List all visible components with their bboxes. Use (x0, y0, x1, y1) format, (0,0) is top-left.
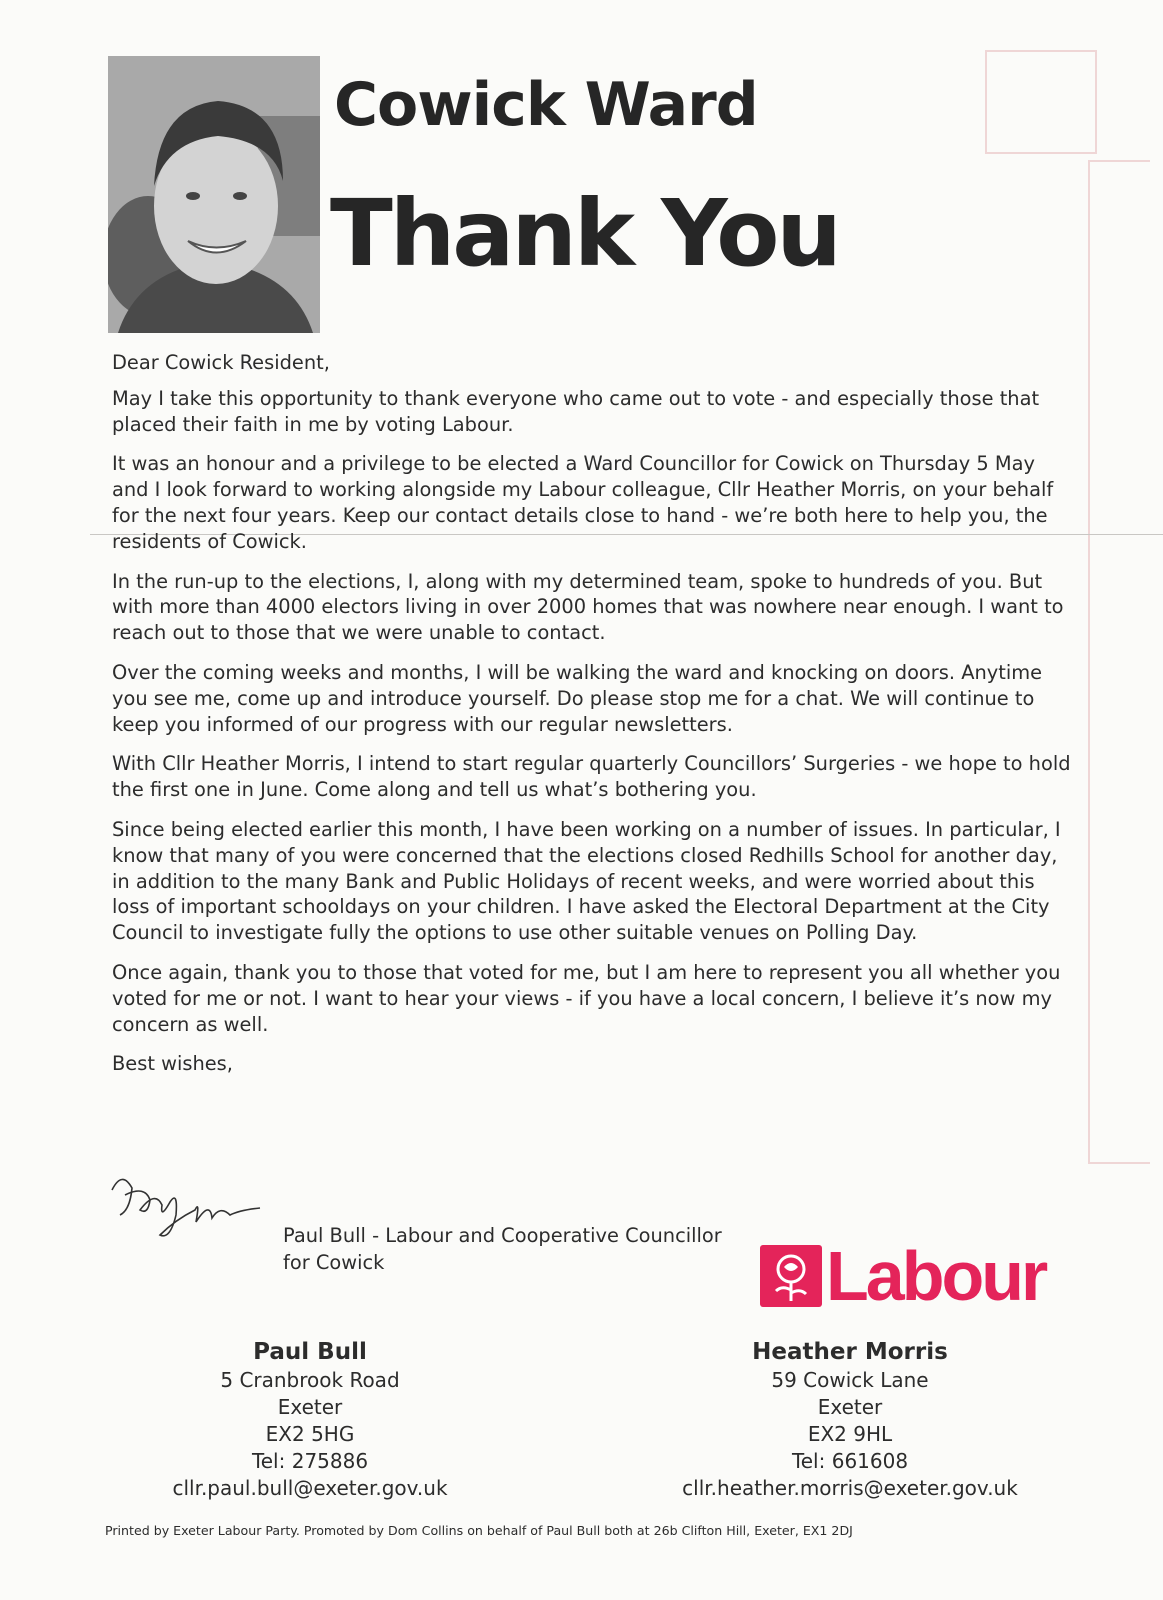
signatory-title: Paul Bull - Labour and Cooperative Councillor (283, 1224, 722, 1247)
contact-block-paul-bull (140, 1338, 480, 1502)
letter-paragraph: Since being elected earlier this month, I have been working on a number of issues. In particular, I know that many of you were concerned that the elections closed Redhills School for another day, in addition to the many Bank and Public Holidays of recent weeks, and were worried about this loss of important schooldays on your children. I have asked the Electoral Department at the City Council to investigate fully the options to use other suitable venues on Polling Day. (112, 817, 1061, 945)
rose-icon (760, 1245, 822, 1307)
ward-title: Cowick Ward (334, 70, 758, 140)
signatory-ward: for Cowick (283, 1251, 385, 1274)
contact-postcode: EX2 9HL (807, 1422, 893, 1446)
labour-wordmark: Labour (826, 1237, 1046, 1315)
letter-paragraph: In the run-up to the elections, I, along with my determined team, spoke to hundreds of you. But with more than 4000 electors living in over 2000 homes that was nowhere near enough. I want to reach out to those that we were unable to contact. (112, 569, 1064, 645)
contact-street: 59 Cowick Lane (771, 1368, 929, 1392)
contact-city: Exeter (277, 1395, 343, 1419)
letter-greeting: Dear Cowick Resident, (112, 351, 330, 374)
reverse-side-bleed (985, 50, 1097, 154)
signatory-caption (283, 1222, 753, 1276)
contact-tel: Tel: 275886 (251, 1449, 369, 1473)
headline: Thank You (330, 180, 839, 287)
letter-body (112, 350, 1072, 1091)
letter-paragraph: With Cllr Heather Morris, I intend to start regular quarterly Councillors’ Surgeries - we hope to hold the first one in June. Come along and tell us what’s bothering you. (112, 752, 1071, 802)
letter-closing: Best wishes, (112, 1052, 233, 1076)
letter-paragraph: May I take this opportunity to thank everyone who came out to vote - and especially those that placed their faith in me by voting Labour. (112, 386, 1040, 436)
letter-paragraph: It was an honour and a privilege to be elected a Ward Councillor for Cowick on Thursday 5 May and I look forward to working alongside my Labour colleague, Cllr Heather Morris, on your behalf for the next four years. Keep our contact details close to hand - we’re both here to help you, the residents of Cowick. (112, 452, 1054, 553)
reverse-side-bleed (1088, 160, 1150, 1164)
contact-postcode: EX2 5HG (265, 1422, 355, 1446)
contact-name: Heather Morris (752, 1339, 948, 1365)
councillor-photo (108, 56, 320, 333)
contact-name: Paul Bull (253, 1339, 367, 1365)
contact-email: cllr.paul.bull@exeter.gov.uk (172, 1476, 448, 1500)
contact-block-heather-morris (680, 1338, 1020, 1502)
letter-paragraph: Over the coming weeks and months, I will be walking the ward and knocking on doors. Anytime you see me, come up and introduce yourself. Do please stop me for a chat. We will continue to keep you informed of our progress with our regular newsletters. (112, 660, 1043, 736)
labour-logo (760, 1237, 1046, 1315)
councillor-portrait-icon (108, 56, 320, 333)
letter-paragraph: Once again, thank you to those that voted for me, but I am here to represent you all whether you voted for me or not. I want to hear your views - if you have a local concern, I believe it’s now my concern as well. (112, 960, 1061, 1036)
handwritten-signature (100, 1160, 275, 1250)
contact-street: 5 Cranbrook Road (220, 1368, 400, 1392)
contact-email: cllr.heather.morris@exeter.gov.uk (682, 1476, 1018, 1500)
printer-imprint: Printed by Exeter Labour Party. Promoted by Dom Collins on behalf of Paul Bull both at 26b Clifton Hill, Exeter, EX1 2DJ (105, 1523, 853, 1538)
contact-city: Exeter (817, 1395, 883, 1419)
contact-tel: Tel: 661608 (791, 1449, 909, 1473)
